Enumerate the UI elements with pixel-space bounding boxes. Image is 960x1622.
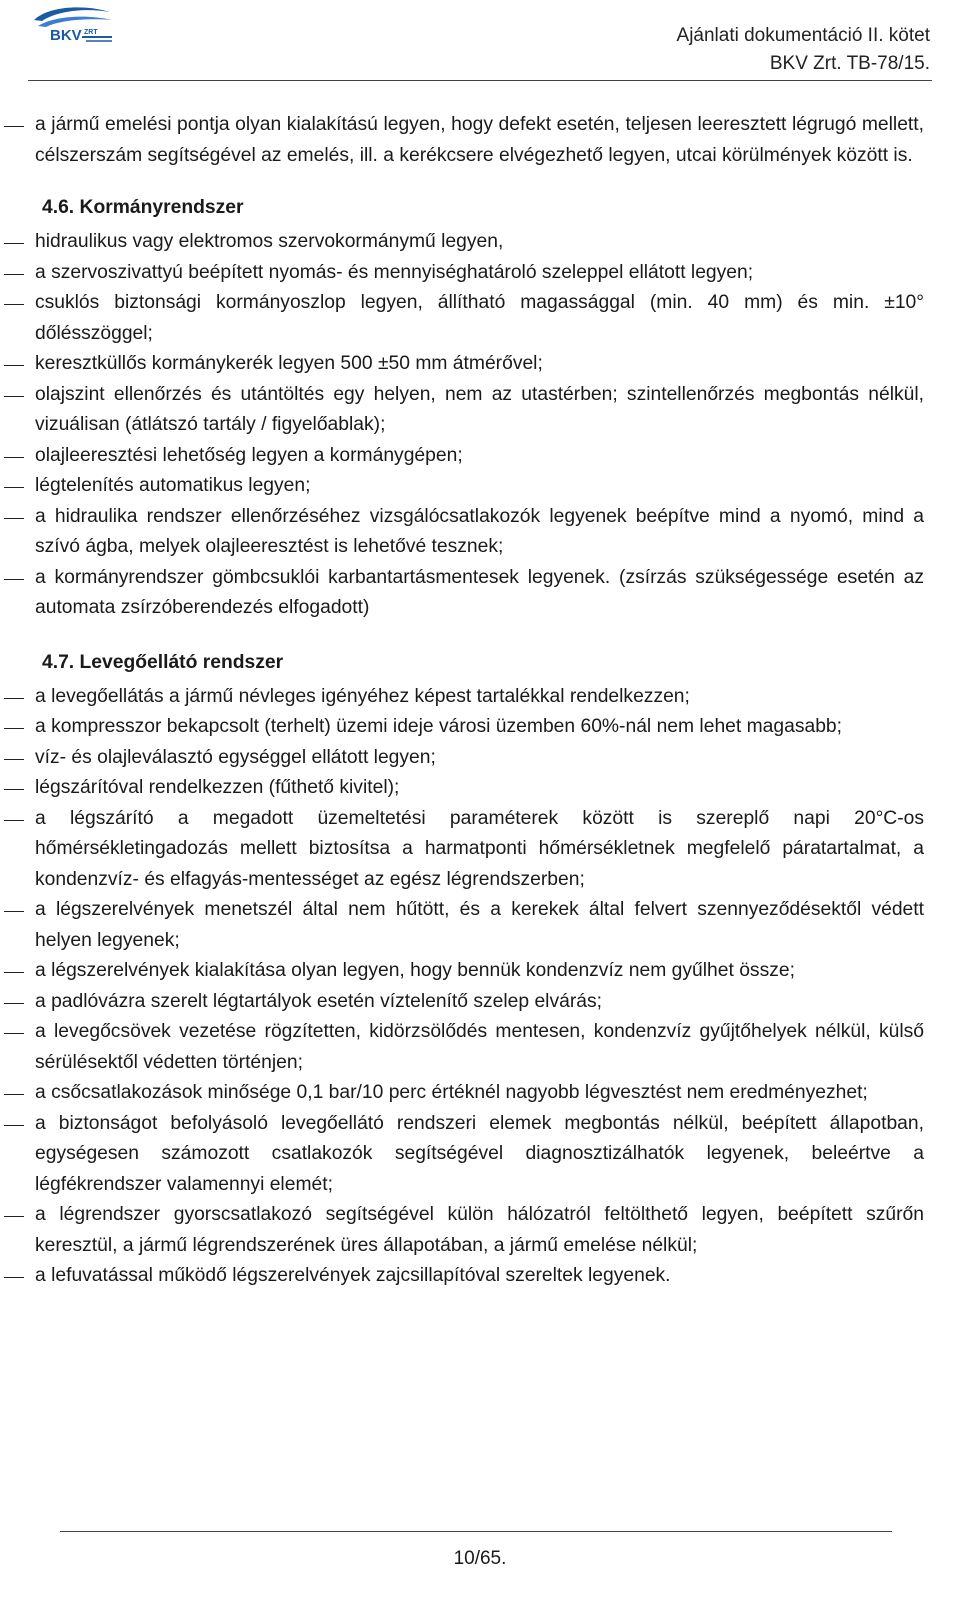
dash-bullet-icon bbox=[0, 1017, 24, 1047]
dash-bullet-icon bbox=[0, 956, 24, 986]
bkv-logo bbox=[28, 4, 116, 46]
dash-bullet-icon bbox=[0, 288, 24, 318]
dash-bullet-icon bbox=[0, 1109, 24, 1139]
list-item: a hidraulika rendszer ellenőrzéséhez vizsgálócsatlakozók legyenek beépítve mind a nyomó, mind a szívó ágba, melyek olajleeresztést is lehetővé tesznek; bbox=[0, 502, 960, 563]
list-item: víz- és olajleválasztó egységgel ellátott legyen; bbox=[0, 743, 960, 774]
header-info bbox=[677, 22, 930, 78]
list-item: csuklós biztonsági kormányoszlop legyen, állítható magassággal (min. 40 mm) és min. ±10° dőlésszöggel; bbox=[0, 288, 960, 349]
dash-bullet-icon bbox=[0, 1078, 24, 1108]
list-item: a jármű emelési pontja olyan kialakítású legyen, hogy defekt esetén, teljesen leeresztett légrugó mellett, célszerszám segítségével az emelés, ill. a kerékcsere elvégezhető legyen, utcai körülmények között is. bbox=[0, 110, 960, 171]
footer-divider bbox=[60, 1531, 892, 1532]
dash-bullet-icon bbox=[0, 110, 24, 140]
list-item: a légrendszer gyorscsatlakozó segítségével külön hálózatról feltölthető legyen, beépített szűrőn keresztül, a jármű légrendszerének üres állapotában, a jármű emelése nélkül; bbox=[0, 1200, 960, 1261]
list-item: a légszárító a megadott üzemeltetési paraméterek között is szereplő napi 20°C-os hőmérsékletingadozás mellett biztosítsa a harmatponti hőmérsékletnek megfelelő páratartalmat, a kondenzvíz- és elfagyás-mentességet az egész légrendszerben; bbox=[0, 804, 960, 896]
dash-bullet-icon bbox=[0, 773, 24, 803]
dash-bullet-icon bbox=[0, 502, 24, 532]
dash-bullet-icon bbox=[0, 804, 24, 834]
dash-bullet-icon bbox=[0, 895, 24, 925]
list-item: a kompresszor bekapcsolt (terhelt) üzemi ideje városi üzemben 60%-nál nem lehet magasabb; bbox=[0, 712, 960, 743]
page-header bbox=[0, 0, 960, 80]
list-item: légszárítóval rendelkezzen (fűthető kivitel); bbox=[0, 773, 960, 804]
list-item: a légszerelvények menetszél által nem hűtött, és a kerekek által felvert szennyeződésektől védett helyen legyenek; bbox=[0, 895, 960, 956]
dash-bullet-icon bbox=[0, 1200, 24, 1230]
page-number: 10/65. bbox=[453, 1548, 507, 1569]
list-item: olajleeresztési lehetőség legyen a kormánygépen; bbox=[0, 441, 960, 472]
list-item: a légszerelvények kialakítása olyan legyen, hogy bennük kondenzvíz nem gyűlhet össze; bbox=[0, 956, 960, 987]
list-item: olajszint ellenőrzés és utántöltés egy helyen, nem az utastérben; szintellenőrzés megbontás nélkül, vizuálisan (átlátszó tartály / figyelőablak); bbox=[0, 380, 960, 441]
document-title: Ajánlati dokumentáció II. kötet bbox=[676, 25, 930, 46]
list-item: a csőcsatlakozások minősége 0,1 bar/10 perc értéknél nagyobb légvesztést nem eredményezhet; bbox=[0, 1078, 960, 1109]
dash-bullet-icon bbox=[0, 441, 24, 471]
document-body bbox=[0, 110, 960, 1292]
dash-bullet-icon bbox=[0, 712, 24, 742]
dash-bullet-icon bbox=[0, 227, 24, 257]
list-item: hidraulikus vagy elektromos szervokormánymű legyen, bbox=[0, 227, 960, 258]
list-item: légtelenítés automatikus legyen; bbox=[0, 471, 960, 502]
svg-text:ZRT: ZRT bbox=[84, 29, 98, 36]
section-heading-air-supply: 4.7. Levegőellátó rendszer bbox=[42, 651, 284, 673]
header-divider bbox=[28, 80, 932, 81]
dash-bullet-icon bbox=[0, 563, 24, 593]
list-item: a levegőcsövek vezetése rögzítetten, kidörzsölődés mentesen, kondenzvíz gyűjtőhelyek nélkül, külső sérülésektől védetten történjen; bbox=[0, 1017, 960, 1078]
list-item: a szervoszivattyú beépített nyomás- és mennyiséghatároló szeleppel ellátott legyen; bbox=[0, 258, 960, 289]
dash-bullet-icon bbox=[0, 682, 24, 712]
air-supply-list bbox=[0, 682, 960, 1292]
document-reference: BKV Zrt. TB-78/15. bbox=[769, 53, 930, 74]
list-item: a lefuvatással működő légszerelvények zajcsillapítóval szereltek legyenek. bbox=[0, 1261, 960, 1292]
section-heading-steering: 4.6. Kormányrendszer bbox=[42, 197, 244, 218]
dash-bullet-icon bbox=[0, 380, 24, 410]
dash-bullet-icon bbox=[0, 743, 24, 773]
list-item: a kormányrendszer gömbcsuklói karbantartásmentesek legyenek. (zsírzás szükségessége esetén az automata zsírzóberendezés elfogadott) bbox=[0, 563, 960, 624]
list-item: a levegőellátás a jármű névleges igényéhez képest tartalékkal rendelkezzen; bbox=[0, 682, 960, 713]
list-item: a padlóvázra szerelt légtartályok esetén víztelenítő szelep elvárás; bbox=[0, 987, 960, 1018]
svg-text:BKV: BKV bbox=[50, 27, 82, 44]
dash-bullet-icon bbox=[0, 471, 24, 501]
steering-list bbox=[0, 227, 960, 624]
dash-bullet-icon bbox=[0, 349, 24, 379]
intro-list bbox=[0, 110, 960, 171]
dash-bullet-icon bbox=[0, 258, 24, 288]
dash-bullet-icon bbox=[0, 987, 24, 1017]
dash-bullet-icon bbox=[0, 1261, 24, 1291]
list-item: a biztonságot befolyásoló levegőellátó rendszeri elemek megbontás nélkül, beépített állapotban, egységesen számozott csatlakozók segítségével diagnosztizálhatók legyenek, beleértve a légfékrendszer valamennyi elemét; bbox=[0, 1109, 960, 1201]
list-item: keresztküllős kormánykerék legyen 500 ±50 mm átmérővel; bbox=[0, 349, 960, 380]
